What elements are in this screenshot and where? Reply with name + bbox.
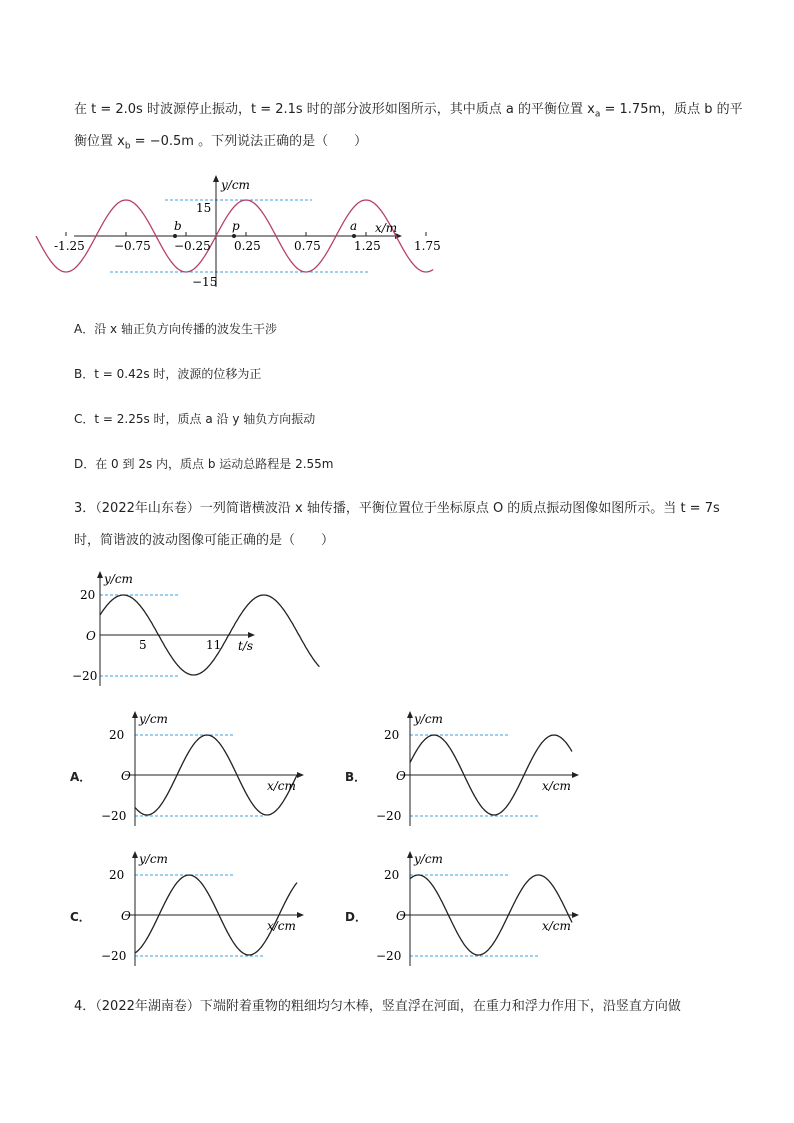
y-axis-label: y/cm — [221, 178, 250, 192]
y-top-label: 20 — [384, 868, 400, 882]
origin-label: O — [121, 769, 131, 783]
point-b-label: b — [174, 219, 182, 233]
intro-line-2: 衡位置 $x_b = -0.5m$ 。下列说法正确的是（ ） — [74, 134, 368, 152]
y-axis-label: y/cm — [139, 712, 168, 726]
vib-tick-5: 5 — [139, 638, 147, 652]
wave-ticks — [54, 232, 441, 253]
point-a-dot — [352, 234, 356, 238]
x-axis-label: x/cm — [542, 779, 571, 793]
option-graph-label: C． — [70, 910, 91, 924]
y-axis-label: y/cm — [139, 852, 168, 866]
x-arrow — [297, 772, 304, 778]
point-b-dot — [173, 234, 177, 238]
vib-x-label: t/s — [238, 639, 254, 653]
x-axis-label: x/cm — [542, 919, 571, 933]
x-arrow — [297, 912, 304, 918]
q3-line-2: 时，简谐波的波动图像可能正确的是（ ） — [74, 533, 335, 548]
y-top-label: 15 — [196, 201, 212, 215]
y-bottom-label: −20 — [101, 949, 127, 963]
wave-tick-label: 1.25 — [354, 239, 381, 253]
x-axis-label: x/cm — [267, 919, 296, 933]
y-arrow — [213, 175, 219, 182]
vib-origin: O — [86, 629, 96, 643]
y-axis-label: y/cm — [414, 852, 443, 866]
option-c: C．t = 2.25s 时，质点 a 沿 y 轴负方向振动 — [74, 412, 316, 426]
option-graph-d — [360, 848, 590, 973]
y-axis-label: y/cm — [414, 712, 443, 726]
vib-y-label: y/cm — [104, 572, 133, 586]
y-arrow — [407, 851, 413, 858]
wave-figure — [54, 172, 441, 292]
vib-tick-11: 11 — [206, 638, 222, 652]
y-bottom-label: −15 — [192, 275, 218, 289]
option-graph-c — [85, 848, 315, 973]
q4-line-1: 4．（2022年湖南卷）下端附着重物的粗细均匀木棒，竖直浮在河面，在重力和浮力作用下，沿竖直方向做 — [74, 999, 681, 1014]
y-bottom-label: −20 — [101, 809, 127, 823]
y-bottom-label: −20 — [376, 949, 402, 963]
y-bottom-label: −20 — [376, 809, 402, 823]
x-arrow — [572, 772, 579, 778]
point-a-label: a — [350, 219, 358, 233]
y-top-label: 20 — [384, 728, 400, 742]
wave-tick-label: 0.25 — [234, 239, 261, 253]
vibration-figure — [70, 568, 270, 693]
origin-label: O — [396, 769, 406, 783]
y-arrow — [132, 711, 138, 718]
point-p-dot — [232, 234, 236, 238]
x-axis-label: x/m — [375, 221, 398, 235]
option-b: B．t = 0.42s 时，波源的位移为正 — [74, 367, 262, 381]
option-graph-label: A． — [70, 770, 92, 784]
origin-label: O — [396, 909, 406, 923]
y-arrow — [132, 851, 138, 858]
option-graph-b — [360, 708, 590, 833]
vib-y-bottom: −20 — [72, 669, 98, 683]
vib-y-arrow — [97, 571, 103, 578]
option-d: D．在 0 到 2s 内，质点 b 运动总路程是 2.55m — [74, 457, 334, 471]
wave-tick-label: -1.25 — [54, 239, 85, 253]
option-graph-label: D． — [345, 910, 367, 924]
x-arrow — [572, 912, 579, 918]
vib-x-arrow — [248, 632, 255, 638]
q3-line-1: 3．（2022年山东卷）一列简谐横波沿 x 轴传播，平衡位置位于坐标原点 O 的质点振动图像如图所示。当 t = 7s — [74, 501, 720, 516]
y-top-label: 20 — [109, 868, 125, 882]
vib-y-top: 20 — [80, 588, 96, 602]
wave-tick-label: 1.75 — [414, 239, 441, 253]
wave-tick-label: −0.25 — [174, 239, 211, 253]
point-p-label: p — [232, 219, 240, 233]
x-axis-label: x/cm — [267, 779, 296, 793]
option-graph-label: B． — [345, 770, 367, 784]
y-arrow — [407, 711, 413, 718]
intro-line-1: 在 t = 2.0s 时波源停止振动，t = 2.1s 时的部分波形如图所示，其中质点 a 的平衡位置 $x_a = 1.75m$，质点 b 的平 — [74, 102, 743, 120]
y-top-label: 20 — [109, 728, 125, 742]
option-graph-a — [85, 708, 315, 833]
wave-tick-label: −0.75 — [114, 239, 151, 253]
option-a: A．沿 x 轴正负方向传播的波发生干涉 — [74, 322, 277, 336]
wave-tick-label: 0.75 — [294, 239, 321, 253]
origin-label: O — [121, 909, 131, 923]
